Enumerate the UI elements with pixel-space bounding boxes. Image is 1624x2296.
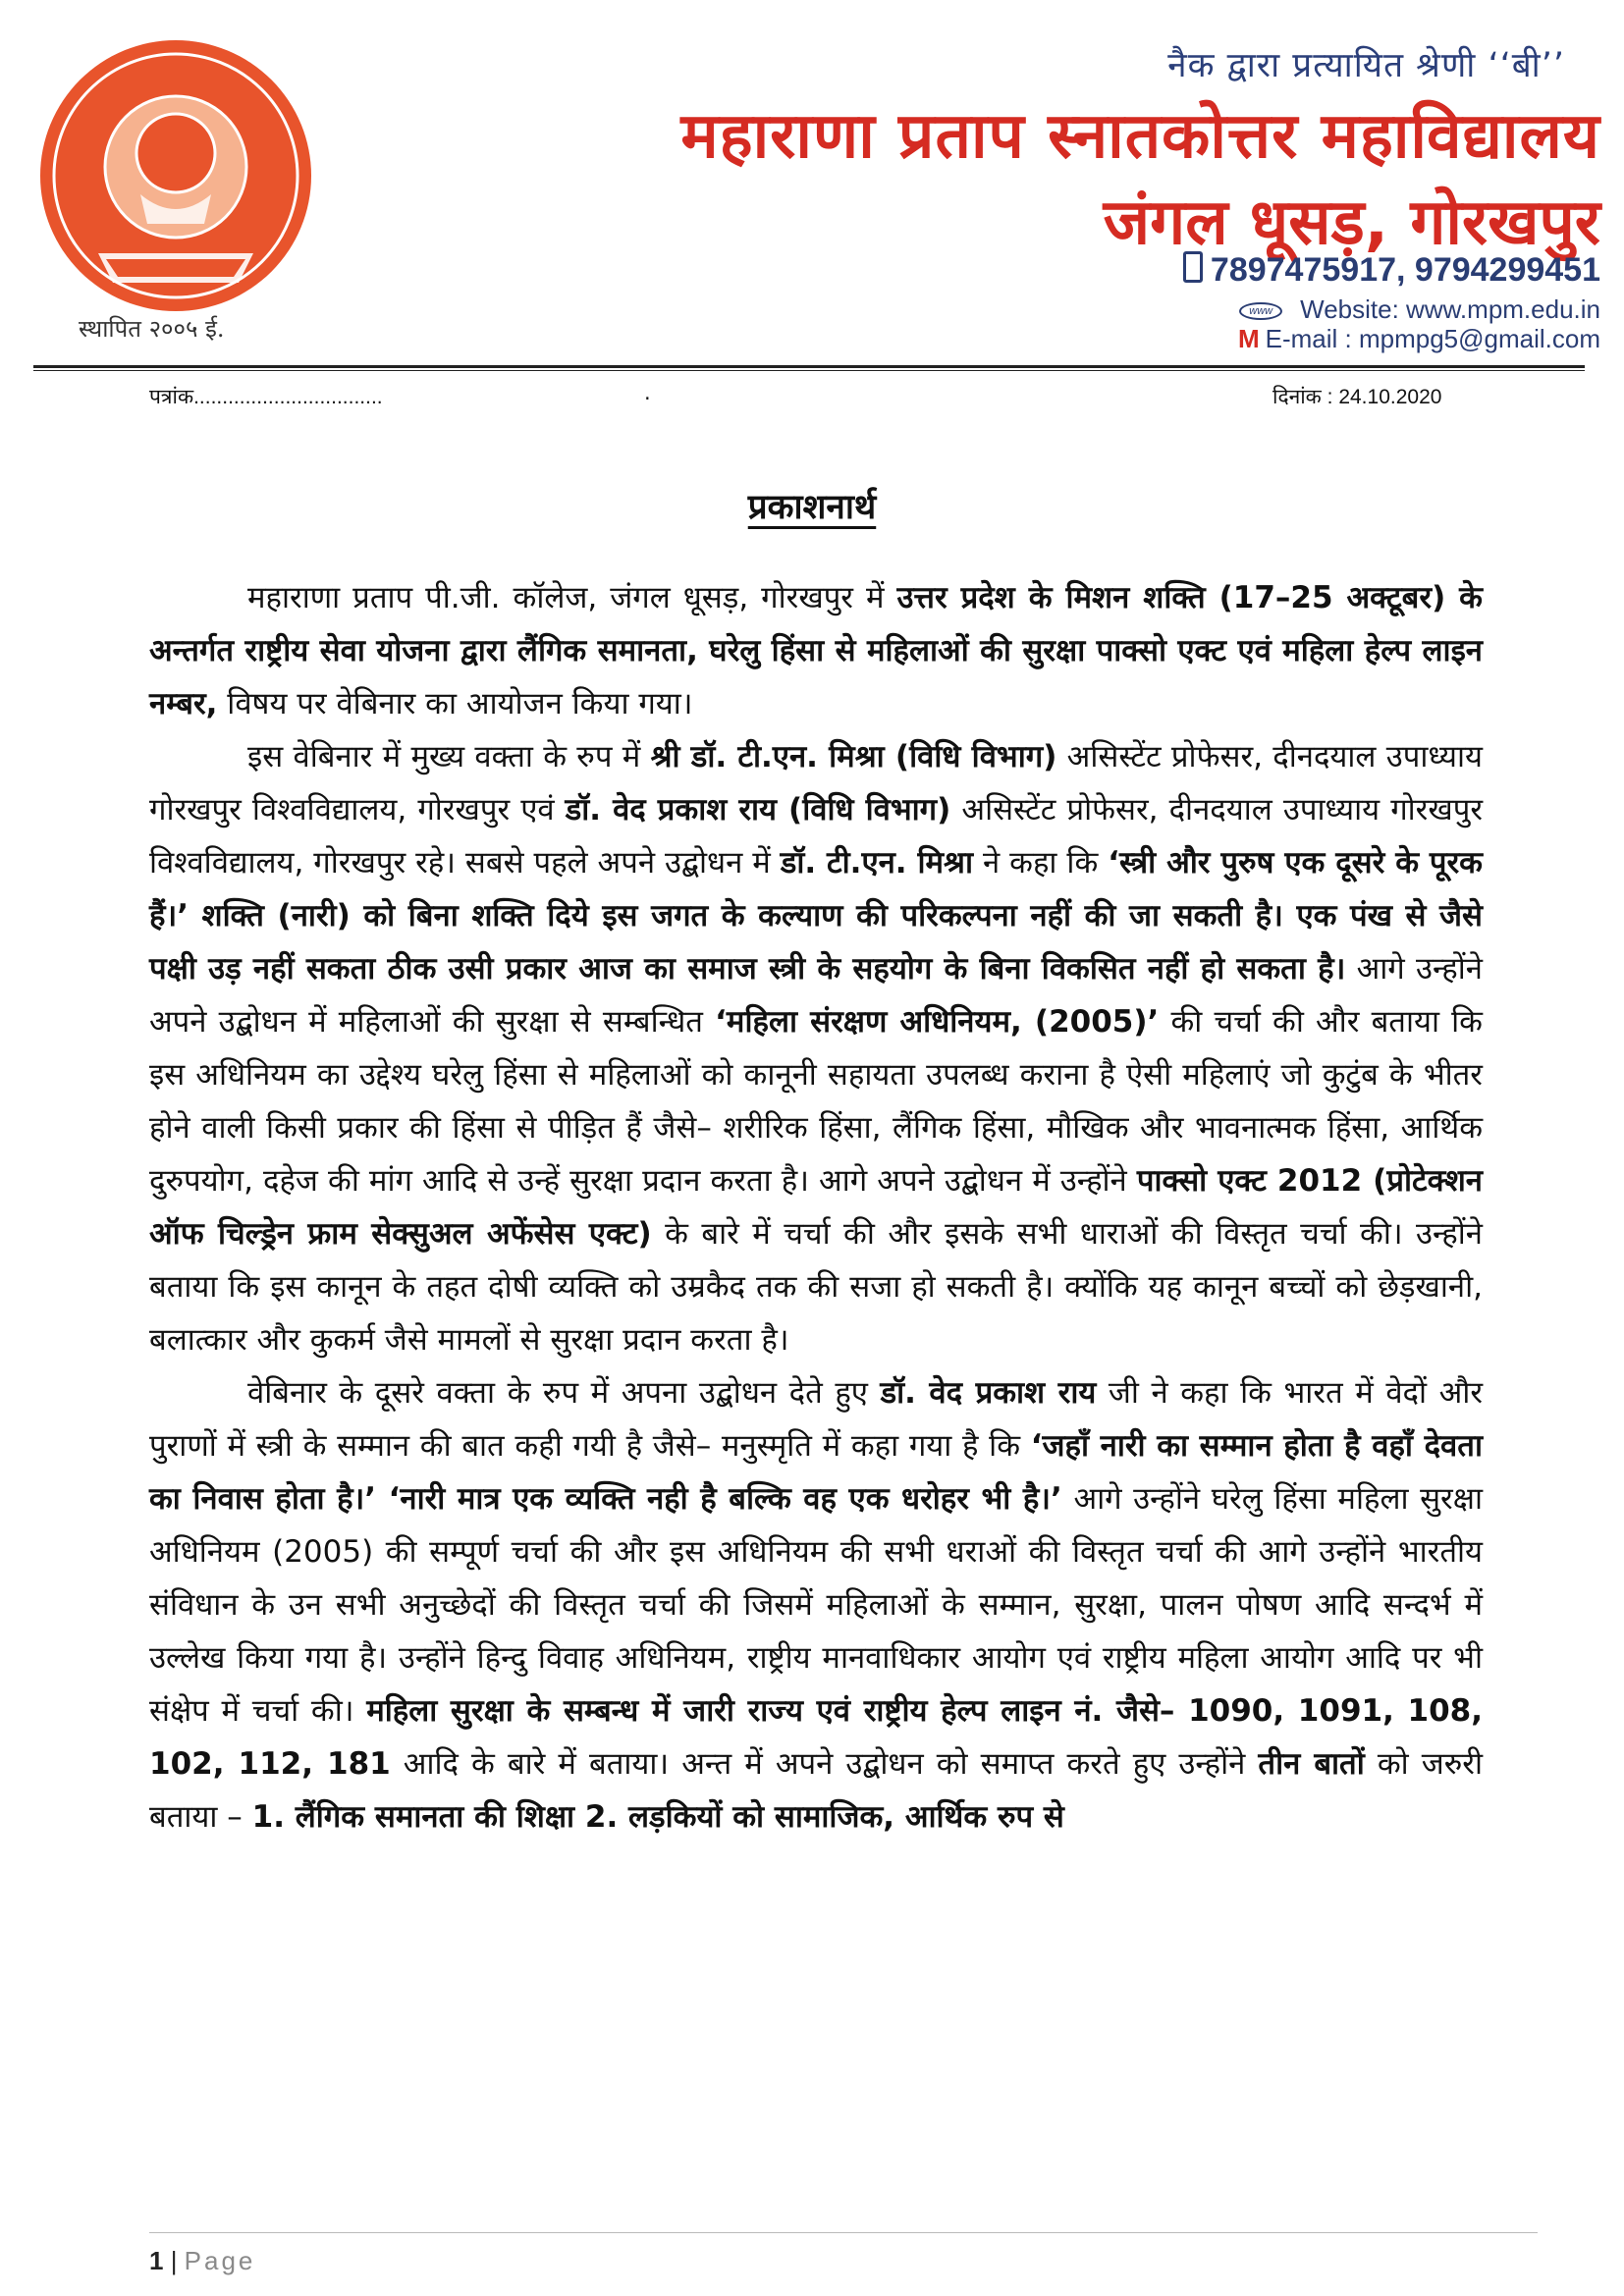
college-name-line2: जंगल धूसड़, गोरखपुर (1103, 187, 1600, 259)
mail-icon: M (1237, 324, 1260, 353)
accreditation-grade: नैक द्वारा प्रत्यायित श्रेणी ‘‘बी’’ (1167, 46, 1565, 85)
page-title: प्रकाशनार्थ (747, 488, 877, 527)
college-name-line1: महाराणा प्रताप स्नातकोत्तर महाविद्यालय (680, 100, 1600, 173)
reference-number: पत्रांक................................. (149, 386, 383, 408)
page-footer (149, 2246, 255, 2276)
contact-email (1238, 324, 1600, 354)
established-year: स्थापित २००५ ई. (79, 315, 225, 343)
college-logo (37, 37, 314, 314)
header-divider-thin (33, 370, 1585, 371)
phone-icon (1183, 251, 1203, 283)
contact-website (1239, 294, 1600, 325)
paragraph-2: इस वेबिनार में मुख्य वक्ता के रुप में श्री डॉ. टी.एन. मिश्रा (विधि विभाग) असिस्टेंट प्रोफेसर, दीनदयाल उपाध्याय गोरखपुर विश्वविद्यालय, गोरखपुर एवं डॉ. वेद प्रकाश राय (विधि विभाग) असिस्टेंट प्रोफेसर, दीनदयाल उपाध्याय गोरखपुर विश्वविद्यालय, गोरखपुर रहे। सबसे पहले अपने उद्बोधन में डॉ. टी.एन. मिश्रा ने कहा कि ‘स्त्री और पुरुष एक दूसरे के पूरक हैं।’ शक्ति (नारी) को बिना शक्ति दिये इस जगत के कल्याण की परिकल्पना नहीं की जा सकती है। एक पंख से जैसे पक्षी उड़ नहीं सकता ठीक उसी प्रकार आज का समाज स्त्री के सहयोग के बिना विकसित नहीं हो सकता है। आगे उन्होंने अपने उद्बोधन में महिलाओं की सुरक्षा से सम्बन्धित ‘महिला संरक्षण अधिनियम, (2005)’ की चर्चा की और बताया कि इस अधिनियम का उद्देश्य घरेलु हिंसा से महिलाओं को कानूनी सहायता उपलब्ध कराना है ऐसी महिलाएं जो कुटुंब के भीतर होने वाली किसी प्रकार की हिंसा से पीड़ित हैं जैसे– शरीरिक हिंसा, लैंगिक हिंसा, मौखिक और भावनात्मक हिंसा, आर्थिक दुरुपयोग, दहेज की मांग आदि से उन्हें सुरक्षा प्रदान करता है। आगे अपने उद्बोधन में उन्होंने पाक्सो एक्ट 2012 (प्रोटेक्शन ऑफ चिल्ड्रेन फ्राम सेक्सुअल अफेंसेस एक्ट) के बारे में चर्चा की और इसके सभी धाराओं की विस्तृत चर्चा की। उन्होंने बताया कि इस कानून के तहत दोषी व्यक्ति को उम्रकैद तक की सजा हो सकती है। क्योंकि यह कानून बच्चों को छेड़खानी, बलात्कार और कुकर्म जैसे मामलों से सुरक्षा प्रदान करता है। (149, 739, 1484, 1358)
page-number: 1 (149, 2246, 164, 2275)
phone-numbers: 7897475917, 9794299451 (1210, 251, 1600, 289)
date-label: दिनांक : (1272, 386, 1333, 408)
paragraph-3: वेबिनार के दूसरे वक्ता के रुप में अपना उद्बोधन देते हुए डॉ. वेद प्रकाश राय जी ने कहा कि भारत में वेदों और पुराणों में स्त्री के सम्मान की बात कही गयी है जैसे– मनुस्मृति में कहा गया है कि ‘जहाँ नारी का सम्मान होता है वहाँ देवता का निवास होता है।’ ‘नारी मात्र एक व्यक्ति नही है बल्कि वह एक धरोहर भी है।’ आगे उन्होंने घरेलु हिंसा महिला सुरक्षा अधिनियम (2005) की सम्पूर्ण चर्चा की और इस अधिनियम की सभी धराओं की विस्तृत चर्चा की आगे उन्होंने भारतीय संविधान के उन सभी अनुच्छेदों की विस्तृत चर्चा की जिसमें महिलाओं के सम्मान, सुरक्षा, पालन पोषण आदि सन्दर्भ में उल्लेख किया गया है। उन्होंने हिन्दु विवाह अधिनियम, राष्ट्रीय मानवाधिकार आयोग एवं राष्ट्रीय महिला आयोग आदि पर भी संक्षेप में चर्चा की। महिला सुरक्षा के सम्बन्ध में जारी राज्य एवं राष्ट्रीय हेल्प लाइन नं. जैसे– 1090, 1091, 108, 102, 112, 181 आदि के बारे में बताया। अन्त में अपने उद्बोधन को समाप्त करते हुए उन्होंने तीन बातों को जरुरी बताया – 1. लैंगिक समानता की शिक्षा 2. लड़कियों को सामाजिक, आर्थिक रुप से (149, 1375, 1483, 1835)
letter-date (1272, 383, 1441, 410)
press-release-body (149, 571, 1483, 1843)
date-value: 24.10.2020 (1338, 386, 1442, 408)
header-divider (33, 365, 1585, 368)
email-text[interactable]: E-mail : mpmpg5@gmail.com (1265, 324, 1600, 353)
footer-divider (149, 2232, 1538, 2233)
page-label: Page (184, 2246, 256, 2275)
contact-phone (1183, 251, 1600, 290)
website-text[interactable]: Website: www.mpm.edu.in (1300, 294, 1600, 324)
separator-dot: . (644, 381, 651, 404)
globe-icon: www (1239, 302, 1282, 320)
paragraph-1: महाराणा प्रताप पी.जी. कॉलेज, जंगल धूसड़, गोरखपुर में उत्तर प्रदेश के मिशन शक्ति (17–25 अक्टूबर) के अन्तर्गत राष्ट्रीय सेवा योजना द्वारा लैंगिक समानता, घरेलु हिंसा से महिलाओं की सुरक्षा पाक्सो एक्ट एवं महिला हेल्प लाइन नम्बर, विषय पर वेबिनार का आयोजन किया गया। (149, 580, 1483, 721)
footer-separator: | (163, 2246, 185, 2275)
